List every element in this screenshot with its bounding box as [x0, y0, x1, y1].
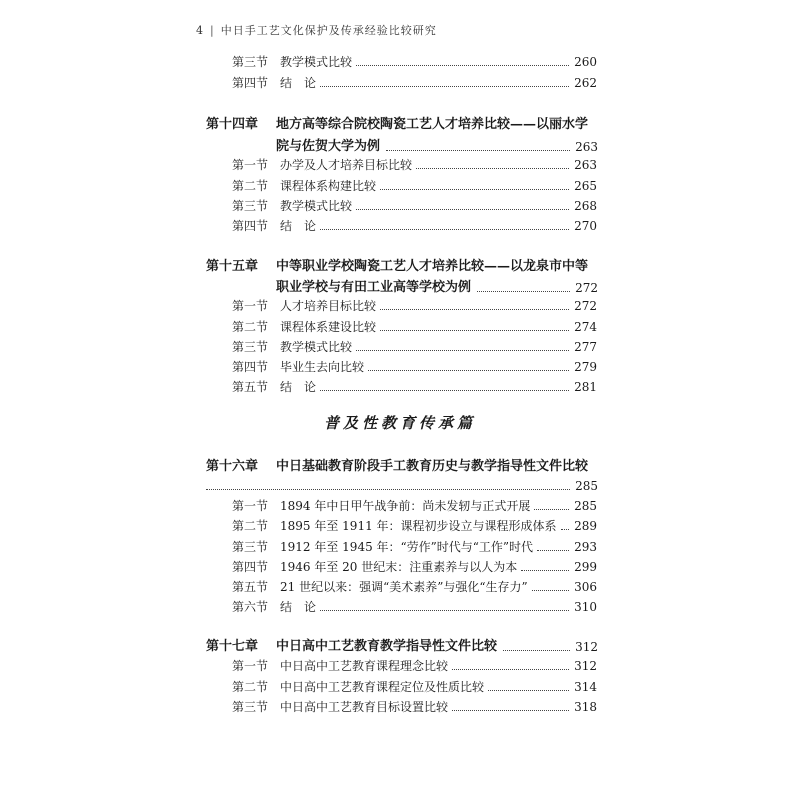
section-title: 教学模式比较 [280, 340, 353, 354]
section-title: 21 世纪以来：强调“美术素养”与强化“生存力” [280, 580, 528, 594]
toc-section-row[interactable] [232, 317, 597, 337]
dot-leader [452, 669, 569, 670]
section-title: 课程体系建设比较 [280, 320, 377, 334]
section-number: 第一节 [232, 158, 269, 172]
section-number: 第二节 [232, 320, 269, 334]
dot-leader [521, 570, 569, 571]
toc-section-row[interactable] [232, 597, 597, 617]
section-title: 1946 年至 20 世纪末：注重素养与以人为本 [280, 560, 518, 574]
chapter-title-line2: 职业学校与有田工业高等学校为例 [276, 280, 472, 295]
dot-leader [534, 509, 569, 510]
dot-leader [368, 370, 569, 371]
section-title: 1895 年至 1911 年：课程初步设立与课程形成体系 [280, 519, 557, 533]
dot-leader [320, 390, 569, 391]
section-number: 第二节 [232, 519, 269, 533]
section-number: 第五节 [232, 380, 269, 394]
toc-section-row[interactable] [232, 537, 597, 557]
section-title: 中日高中工艺教育课程定位及性质比较 [280, 680, 485, 694]
part-title: 普及性教育传承篇 [323, 414, 476, 432]
section-page: 279 [574, 360, 597, 374]
section-title: 中日高中工艺教育课程理念比较 [280, 659, 449, 673]
section-title: 人才培养目标比较 [280, 299, 377, 313]
dot-leader [537, 550, 569, 551]
dot-leader [356, 209, 569, 210]
section-page: 293 [574, 540, 597, 554]
section-page: 260 [574, 55, 597, 69]
section-title: 毕业生去向比较 [280, 360, 365, 374]
section-number: 第三节 [232, 199, 269, 213]
running-header [196, 22, 437, 38]
toc-section-row[interactable] [232, 176, 597, 196]
toc-section-row[interactable] [232, 196, 597, 216]
section-number: 第四节 [232, 360, 269, 374]
section-page: 310 [574, 600, 597, 614]
chapter-14-heading[interactable] [206, 114, 598, 136]
chapter-page: 263 [575, 140, 598, 154]
dot-leader [206, 489, 570, 490]
section-page: 277 [574, 340, 597, 354]
page-number: 4 [196, 24, 204, 37]
chapter-title-line2: 院与佐贺大学为例 [276, 139, 381, 154]
toc-section-row[interactable] [232, 577, 597, 597]
section-number: 第一节 [232, 299, 269, 313]
section-number: 第三节 [232, 540, 269, 554]
section-number: 第六节 [232, 600, 269, 614]
toc-section-row[interactable] [232, 677, 597, 697]
section-page: 281 [574, 380, 597, 394]
chapter-number: 第十五章 [206, 259, 259, 274]
toc-section-row[interactable] [232, 496, 597, 516]
chapter-16-heading[interactable] [206, 456, 598, 478]
section-number: 第四节 [232, 560, 269, 574]
section-number: 第五节 [232, 580, 269, 594]
chapter-16-leader-line [206, 476, 598, 496]
section-title: 教学模式比较 [280, 199, 353, 213]
section-number: 第三节 [232, 700, 269, 714]
toc-section-row[interactable] [232, 296, 597, 316]
section-number: 第一节 [232, 499, 269, 513]
section-page: 272 [574, 299, 597, 313]
chapter-title-line1: 地方高等综合院校陶瓷工艺人才培养比较——以丽水学 [276, 117, 589, 132]
toc-section-row[interactable] [232, 357, 597, 377]
dot-leader [320, 229, 569, 230]
section-page: 262 [574, 76, 597, 90]
toc-section-row[interactable] [232, 155, 597, 175]
section-number: 第一节 [232, 659, 269, 673]
section-number: 第四节 [232, 76, 269, 90]
dot-leader [320, 610, 569, 611]
chapter-number: 第十四章 [206, 117, 259, 132]
chapter-page: 285 [575, 479, 598, 493]
dot-leader [477, 291, 570, 292]
section-page: 299 [574, 560, 597, 574]
section-page: 274 [574, 320, 597, 334]
toc-section-row[interactable] [232, 656, 597, 676]
section-number: 第二节 [232, 680, 269, 694]
dot-leader [356, 350, 569, 351]
dot-leader [532, 590, 569, 591]
section-page: 268 [574, 199, 597, 213]
section-page: 285 [574, 499, 597, 513]
section-title: 教学模式比较 [280, 55, 353, 69]
section-title: 中日高中工艺教育目标设置比较 [280, 700, 449, 714]
chapter-title: 中日高中工艺教育教学指导性文件比较 [276, 639, 498, 654]
dot-leader [488, 690, 569, 691]
section-title: 结 论 [280, 76, 317, 90]
dot-leader [561, 529, 569, 530]
section-title: 1894 年中日甲午战争前：尚未发轫与正式开展 [280, 499, 531, 513]
toc-section-row[interactable] [232, 73, 597, 93]
dot-leader [416, 168, 569, 169]
toc-section-row[interactable] [232, 557, 597, 577]
section-title: 结 论 [280, 600, 317, 614]
dot-leader [380, 189, 569, 190]
dot-leader [503, 650, 570, 651]
chapter-page: 272 [575, 281, 598, 295]
section-page: 314 [574, 680, 597, 694]
section-page: 312 [574, 659, 597, 673]
section-number: 第二节 [232, 179, 269, 193]
section-page: 318 [574, 700, 597, 714]
toc-section-row[interactable] [232, 516, 597, 536]
chapter-number: 第十六章 [206, 459, 259, 474]
toc-section-row[interactable] [232, 337, 597, 357]
section-title: 结 论 [280, 219, 317, 233]
chapter-15-heading[interactable] [206, 256, 598, 278]
chapter-page: 312 [575, 640, 598, 654]
section-title: 结 论 [280, 380, 317, 394]
dot-leader [386, 150, 570, 151]
dot-leader [380, 330, 569, 331]
chapter-number: 第十七章 [206, 639, 259, 654]
dot-leader [320, 86, 569, 87]
dot-leader [452, 710, 569, 711]
section-title: 课程体系构建比较 [280, 179, 377, 193]
section-page: 289 [574, 519, 597, 533]
section-page: 306 [574, 580, 597, 594]
section-number: 第三节 [232, 55, 269, 69]
chapter-title: 中日基础教育阶段手工教育历史与教学指导性文件比较 [276, 459, 589, 474]
section-number: 第四节 [232, 219, 269, 233]
dot-leader [356, 65, 569, 66]
section-number: 第三节 [232, 340, 269, 354]
toc-section-row[interactable] [232, 377, 597, 397]
chapter-title-line1: 中等职业学校陶瓷工艺人才培养比较——以龙泉市中等 [276, 259, 589, 274]
chapter-17-heading[interactable] [206, 636, 598, 658]
header-separator: | [210, 24, 215, 37]
toc-section-row[interactable] [232, 52, 597, 72]
section-page: 263 [574, 158, 597, 172]
toc-section-row[interactable] [232, 697, 597, 717]
book-title: 中日手工艺文化保护及传承经验比较研究 [220, 24, 437, 37]
section-page: 270 [574, 219, 597, 233]
toc-section-row[interactable] [232, 216, 597, 236]
section-title: 办学及人才培养目标比较 [280, 158, 413, 172]
dot-leader [380, 309, 569, 310]
section-title: 1912 年至 1945 年：“劳作”时代与“工作”时代 [280, 540, 534, 554]
section-page: 265 [574, 179, 597, 193]
